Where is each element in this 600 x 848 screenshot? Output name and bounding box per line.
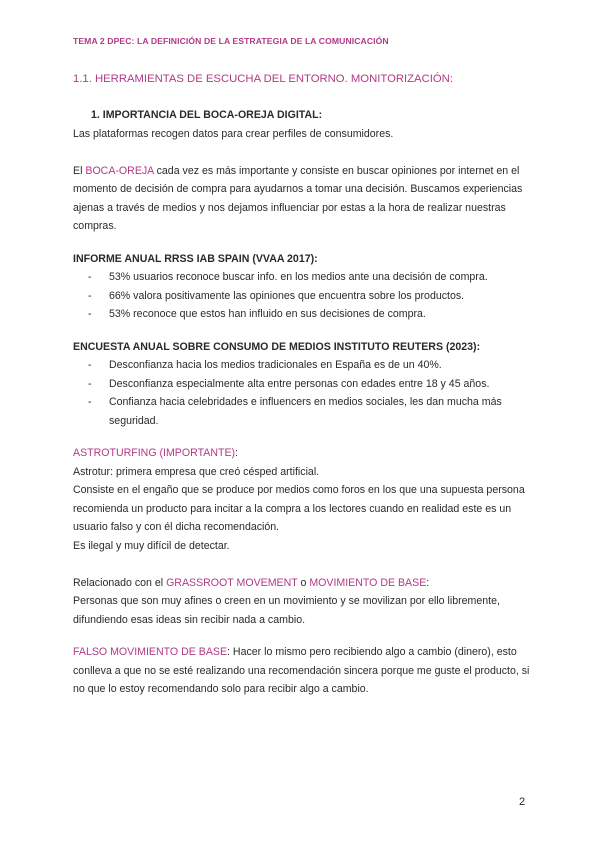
movimiento-base-term: MOVIMIENTO DE BASE <box>309 576 427 589</box>
list-item-text: 53% reconoce que estos han influido en sus decisiones de compra. <box>109 308 426 320</box>
grassroot-after: : <box>426 576 430 589</box>
reuters-survey-title: ENCUESTA ANUAL SOBRE CONSUMO DE MEDIOS INSTITUTO REUTERS (2023): <box>73 340 481 353</box>
reuters-list <box>73 356 533 430</box>
list-item <box>73 287 533 306</box>
section-title: 1.1. HERRAMIENTAS DE ESCUCHA DEL ENTORNO. MONITORIZACIÓN: <box>73 73 453 85</box>
falso-movimiento-desc: : Hacer lo mismo pero recibiendo algo a cambio (dinero), esto conlleva a que no se esté realizando una recomendación sincera porque me guste el producto, si no que lo estoy recomendando solo para recibir algo a cambio. <box>73 646 530 695</box>
iab-list <box>73 268 533 324</box>
astroturfing-colon: : <box>235 447 238 459</box>
list-item-text: Confianza hacia celebridades e influencers en medios sociales, les dan mucha más seguridad. <box>109 396 502 427</box>
page-number: 2 <box>519 796 526 808</box>
list-item-text: 53% usuarios reconoce buscar info. en los medios ante una decisión de compra. <box>109 271 488 283</box>
iab-report-title: INFORME ANUAL RRSS IAB SPAIN (VVAA 2017): <box>73 252 318 265</box>
boca-oreja-term: BOCA-OREJA <box>85 164 154 177</box>
page-content <box>73 106 533 699</box>
list-item-text: Desconfianza hacia los medios tradicionales en España es de un 40%. <box>109 359 442 371</box>
astroturfing-line: Es ilegal y muy difícil de detectar. <box>73 539 230 552</box>
falso-movimiento-term: FALSO MOVIMIENTO DE BASE <box>73 646 228 658</box>
list-item <box>73 305 533 324</box>
falso-movimiento-paragraph <box>73 643 533 699</box>
astroturfing-line: Consiste en el engaño que se produce por medios como foros en los que una supuesta persona recomienda un producto para incitar a la compra a los lectores cuando en realidad este es un usuario falso y con él dicha recomendación. <box>73 484 525 533</box>
astroturfing-term: ASTROTURFING (IMPORTANTE) <box>73 447 236 459</box>
astroturfing-line: Astrotur: primera empresa que creó césped artificial. <box>73 465 320 478</box>
grassroot-term: GRASSROOT MOVEMENT <box>166 576 298 589</box>
dash-bullet: - <box>88 308 92 320</box>
page-header: TEMA 2 DPEC: LA DEFINICIÓN DE LA ESTRATEGIA DE LA COMUNICACIÓN <box>73 36 389 46</box>
list-item <box>73 375 533 394</box>
boca-oreja-paragraph <box>73 162 533 236</box>
grassroot-before: Relacionado con el <box>73 576 167 589</box>
boca-before: El <box>73 164 86 177</box>
astroturfing-heading <box>73 444 533 463</box>
dash-bullet: - <box>88 377 92 390</box>
dash-bullet: - <box>88 359 92 371</box>
dash-bullet: - <box>88 396 92 408</box>
list-item-text: Desconfianza especialmente alta entre personas con edades entre 18 y 45 años. <box>109 377 490 390</box>
list-item <box>73 393 533 430</box>
subheading-boca-oreja: 1. IMPORTANCIA DEL BOCA-OREJA DIGITAL: <box>91 109 323 121</box>
list-item <box>73 268 533 287</box>
intro-paragraph: Las plataformas recogen datos para crear perfiles de consumidores. <box>73 127 394 140</box>
grassroot-middle: o <box>297 576 310 589</box>
grassroot-description: Personas que son muy afines o creen en un movimiento y se movilizan por ello libremente, difundiendo esas ideas sin recibir nada a cambio. <box>73 595 500 626</box>
list-item <box>73 356 533 375</box>
dash-bullet: - <box>88 289 92 302</box>
list-item-text: 66% valora positivamente las opiniones que encuentra sobre los productos. <box>109 289 465 302</box>
dash-bullet: - <box>88 271 92 283</box>
grassroot-heading <box>73 574 533 593</box>
boca-after: cada vez es más importante y consiste en buscar opiniones por internet en el momento de decisión de compra para ayudarnos a tomar una decisión. Buscamos experiencias ajenas a través de medios y nos dejamos influenciar por estas a la hora de realizar nuestras compras. <box>73 164 523 232</box>
